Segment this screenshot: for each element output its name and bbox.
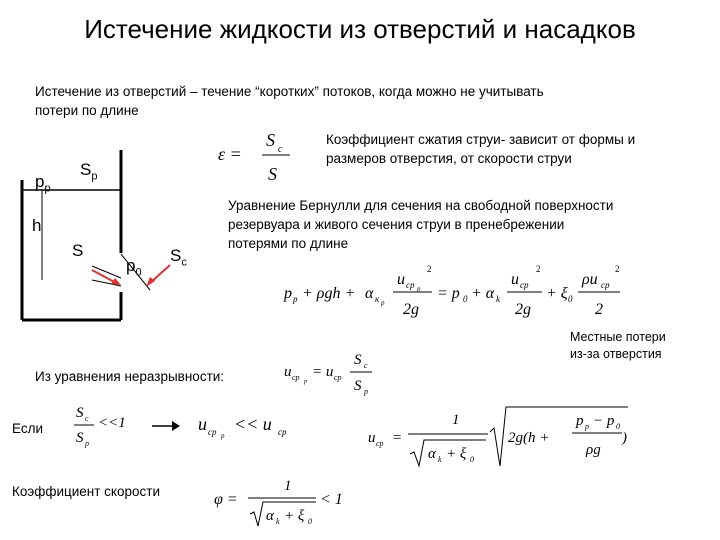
svg-text:S: S [76,405,84,421]
svg-text:ρg: ρg [586,442,601,458]
label-pressure-outside: $p_0$ [126,256,142,279]
phi-formula [212,474,352,532]
bernoulli-text-2: резервуара и живого сечения струи в пренебрежении [228,217,565,232]
svg-text:k: k [276,517,280,526]
label-height: h [32,216,42,235]
svg-text:ср: ср [334,373,342,382]
svg-text:ср: ср [601,280,610,290]
svg-text:p: p [364,387,368,396]
svg-text:ср: ср [292,373,300,382]
svg-text:− p: − p [593,413,615,429]
svg-text:S: S [268,164,277,184]
svg-text:p: p [284,285,292,302]
svg-text:<<1: <<1 [98,415,126,431]
svg-text:u: u [284,364,292,380]
if-result-formula [196,406,326,442]
implies-arrow-icon [150,418,182,434]
svg-text:+ ξ: + ξ [446,446,467,462]
label-area-contracted: $S_c$ [170,246,187,269]
label-area-tank: $S_р$ [80,160,98,183]
slide-title: Истечение жидкости из отверстий и насадков [84,14,636,44]
label-pressure-tank: $p_р$ [35,172,51,195]
bernoulli-formula [280,262,630,324]
tank-diagram [0,150,210,325]
svg-text:< 1: < 1 [320,491,343,508]
svg-text:2g: 2g [403,301,419,318]
contraction-text-2: размеров отверстия, от скорости струи [326,151,572,166]
intro-line-1: Истечение из отверстий – течение “коротких” потоков, когда можно не учитывать [35,84,544,99]
svg-text:= p: = p [437,285,460,302]
svg-text:= u: = u [312,364,334,380]
if-text: Если [12,421,44,436]
svg-text:ε =: ε = [218,144,242,164]
svg-text:c: c [278,144,283,155]
svg-text:k: k [438,455,442,464]
svg-text:2: 2 [595,301,603,318]
svg-text:0: 0 [470,455,474,464]
if-condition-formula [70,400,142,448]
svg-text:α: α [266,508,274,524]
svg-text:1: 1 [452,412,460,428]
svg-text:0: 0 [308,517,312,526]
svg-text:=: = [392,430,403,446]
svg-text:0: 0 [616,422,620,431]
svg-text:S: S [266,130,275,150]
svg-text:р: р [304,379,307,385]
svg-text:c: c [85,414,89,423]
svg-text:ср: ср [520,280,529,290]
svg-text:0: 0 [568,294,573,304]
svg-text:): ) [622,430,627,446]
svg-text:ср: ср [406,280,415,290]
svg-text:S: S [76,430,84,446]
svg-text:ср: ср [208,427,217,437]
svg-text:p: p [293,294,298,304]
svg-text:1: 1 [284,478,292,494]
svg-text:ρu: ρu [582,271,598,288]
svg-text:0: 0 [463,294,468,304]
svg-text:р: р [381,299,385,307]
svg-text:2g(h +: 2g(h + [508,430,550,446]
bernoulli-text-1: Уравнение Бернулли для сечения на свободной поверхности [228,198,614,213]
svg-text:2: 2 [536,264,541,274]
svg-text:α: α [428,446,436,462]
svg-text:+ ρgh +: + ρgh + [302,285,356,302]
svg-text:ср: ср [278,427,287,437]
svg-text:S: S [354,378,362,394]
svg-text:+ ξ: + ξ [546,285,568,302]
svg-text:k: k [496,294,500,304]
local-losses-2: из-за отверстия [570,347,662,361]
svg-text:S: S [354,352,362,368]
svg-text:2: 2 [427,264,432,274]
svg-text:+ α: + α [471,285,495,302]
svg-text:u: u [511,271,519,288]
svg-text:p: p [576,413,584,429]
contraction-text-1: Коэффициент сжатия струи- зависит от формы и [326,132,636,147]
velocity-coeff-text: Коэффициент скорости [12,484,160,499]
svg-text:2g: 2g [515,301,531,318]
intro-line-2: потери по длине [35,103,139,118]
velocity-formula [366,404,634,472]
svg-text:u: u [397,271,405,288]
continuity-formula [282,346,392,396]
svg-text:p: p [85,439,89,448]
svg-text:p: p [585,422,589,431]
epsilon-formula [210,124,300,190]
svg-text:ср: ср [376,439,384,448]
svg-text:<< u: << u [234,414,272,434]
svg-text:p: p [221,432,225,440]
svg-text:+ ξ: + ξ [284,508,305,524]
svg-text:α: α [365,285,374,302]
svg-text:u: u [198,414,207,434]
svg-text:2: 2 [615,264,620,274]
local-losses-1: Местные потери [570,330,666,344]
svg-text:р: р [417,285,421,293]
continuity-text: Из уравнения неразрывности: [35,369,225,384]
bernoulli-text-3: потерями по длине [228,236,349,251]
svg-text:к: к [375,294,380,304]
svg-text:φ =: φ = [214,491,238,508]
svg-text:c: c [364,361,368,370]
label-area-orifice: S [72,241,84,260]
svg-text:u: u [368,430,376,446]
